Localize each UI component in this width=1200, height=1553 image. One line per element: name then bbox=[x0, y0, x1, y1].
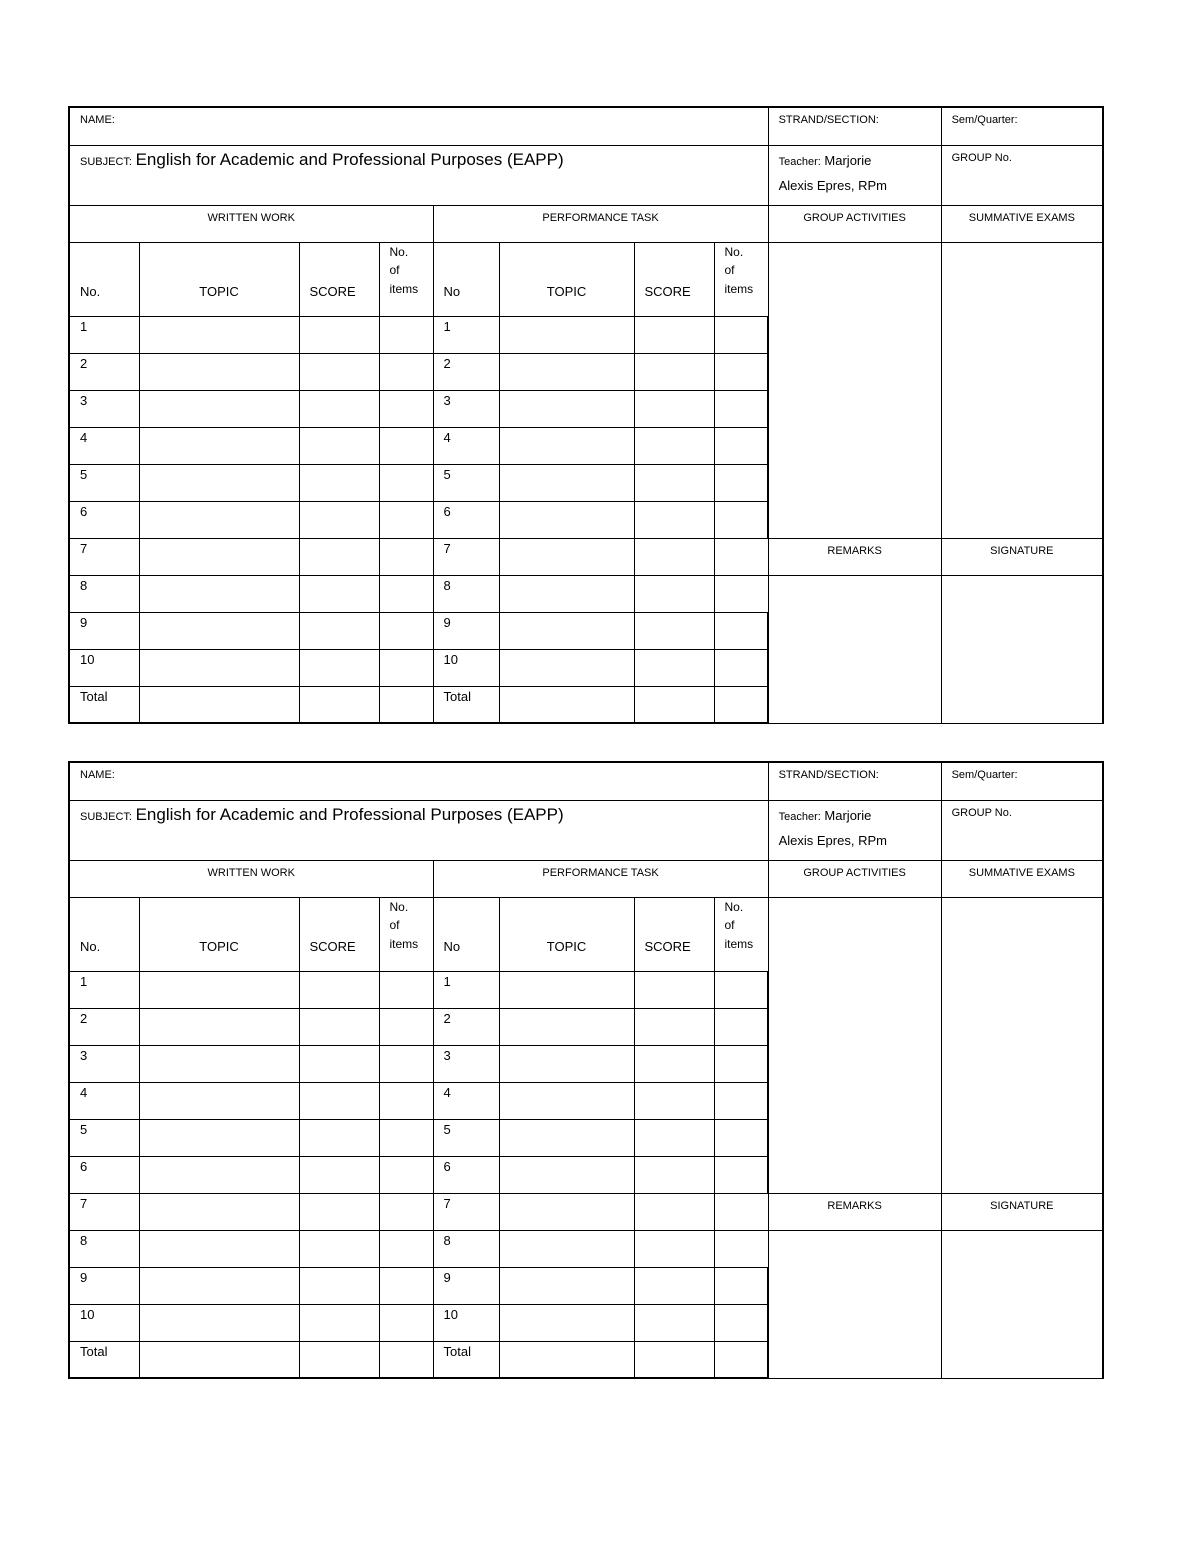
grade-sheet-table bbox=[68, 106, 1104, 724]
written-score-header: SCORE bbox=[299, 242, 379, 316]
entry-cell[interactable] bbox=[379, 390, 433, 427]
row-number: 6 bbox=[433, 501, 499, 538]
entry-cell[interactable] bbox=[139, 971, 299, 1008]
entry-cell[interactable] bbox=[379, 1304, 433, 1341]
entry-cell[interactable] bbox=[139, 1230, 299, 1267]
subject-value: English for Academic and Professional Purposes (EAPP) bbox=[135, 804, 564, 824]
entry-cell[interactable] bbox=[139, 538, 299, 575]
entry-cell[interactable] bbox=[714, 1230, 768, 1267]
entry-cell[interactable] bbox=[299, 1193, 379, 1230]
entry-cell[interactable] bbox=[714, 575, 768, 612]
written-work-heading: WRITTEN WORK bbox=[69, 860, 433, 897]
written-no-header: No. bbox=[69, 242, 139, 316]
row-number: Total bbox=[69, 1341, 139, 1378]
row-number: 1 bbox=[69, 316, 139, 353]
name-label: NAME: bbox=[80, 114, 115, 126]
entry-cell[interactable] bbox=[379, 538, 433, 575]
row-number: 2 bbox=[433, 1008, 499, 1045]
entry-cell[interactable] bbox=[379, 1267, 433, 1304]
teacher-value-2: Alexis Epres, RPm bbox=[778, 832, 887, 848]
entry-cell[interactable] bbox=[299, 1304, 379, 1341]
entry-cell[interactable] bbox=[299, 316, 379, 353]
entry-cell[interactable] bbox=[379, 464, 433, 501]
entry-cell[interactable] bbox=[714, 316, 768, 353]
summative-exams-box[interactable] bbox=[941, 897, 1103, 1193]
entry-cell[interactable] bbox=[634, 1008, 714, 1045]
table-row bbox=[69, 575, 1103, 612]
entry-cell[interactable] bbox=[634, 1341, 714, 1378]
entry-cell[interactable] bbox=[499, 1341, 634, 1378]
row-number: 9 bbox=[433, 612, 499, 649]
entry-cell[interactable] bbox=[499, 501, 634, 538]
remarks-box[interactable] bbox=[768, 575, 941, 723]
entry-cell[interactable] bbox=[499, 1119, 634, 1156]
entry-cell[interactable] bbox=[139, 1119, 299, 1156]
entry-cell[interactable] bbox=[379, 1119, 433, 1156]
entry-cell[interactable] bbox=[714, 1082, 768, 1119]
row-number: Total bbox=[433, 686, 499, 723]
entry-cell[interactable] bbox=[499, 427, 634, 464]
entry-cell[interactable] bbox=[714, 1156, 768, 1193]
entry-cell[interactable] bbox=[379, 1082, 433, 1119]
entry-cell[interactable] bbox=[299, 1230, 379, 1267]
row-number: 10 bbox=[69, 649, 139, 686]
entry-cell[interactable] bbox=[634, 538, 714, 575]
name-field[interactable] bbox=[69, 762, 768, 800]
entry-cell[interactable] bbox=[379, 501, 433, 538]
teacher-value-1: Marjorie bbox=[824, 807, 872, 823]
entry-cell[interactable] bbox=[634, 612, 714, 649]
entry-cell[interactable] bbox=[634, 353, 714, 390]
entry-cell[interactable] bbox=[499, 575, 634, 612]
entry-cell[interactable] bbox=[634, 575, 714, 612]
entry-cell[interactable] bbox=[139, 427, 299, 464]
entry-cell[interactable] bbox=[714, 464, 768, 501]
perf-no-header: No bbox=[433, 242, 499, 316]
entry-cell[interactable] bbox=[714, 353, 768, 390]
entry-cell[interactable] bbox=[139, 649, 299, 686]
entry-cell[interactable] bbox=[379, 1230, 433, 1267]
entry-cell[interactable] bbox=[499, 390, 634, 427]
signature-box[interactable] bbox=[941, 575, 1103, 723]
entry-cell[interactable] bbox=[499, 1082, 634, 1119]
row-number: 6 bbox=[69, 501, 139, 538]
strand-label: STRAND/SECTION: bbox=[778, 114, 879, 126]
entry-cell[interactable] bbox=[139, 390, 299, 427]
entry-cell[interactable] bbox=[379, 1341, 433, 1378]
entry-cell[interactable] bbox=[139, 1304, 299, 1341]
entry-cell[interactable] bbox=[139, 1156, 299, 1193]
entry-cell[interactable] bbox=[714, 686, 768, 723]
signature-box[interactable] bbox=[941, 1230, 1103, 1378]
entry-cell[interactable] bbox=[499, 538, 634, 575]
row-number: 7 bbox=[433, 1193, 499, 1230]
entry-cell[interactable] bbox=[499, 353, 634, 390]
entry-cell[interactable] bbox=[714, 1045, 768, 1082]
row-number: 1 bbox=[433, 316, 499, 353]
name-field[interactable] bbox=[69, 107, 768, 145]
group-field[interactable] bbox=[941, 800, 1103, 860]
row-number: 8 bbox=[69, 575, 139, 612]
remarks-heading: REMARKS bbox=[768, 1193, 941, 1230]
entry-cell[interactable] bbox=[634, 1304, 714, 1341]
entry-cell[interactable] bbox=[379, 649, 433, 686]
perf-items-header: No. of items bbox=[714, 242, 768, 316]
entry-cell[interactable] bbox=[714, 971, 768, 1008]
row-number: 4 bbox=[69, 427, 139, 464]
row-number: 8 bbox=[433, 1230, 499, 1267]
row-number: Total bbox=[433, 1341, 499, 1378]
perf-score-header: SCORE bbox=[634, 242, 714, 316]
entry-cell[interactable] bbox=[379, 316, 433, 353]
teacher-label: Teacher: bbox=[778, 155, 821, 168]
entry-cell[interactable] bbox=[139, 1267, 299, 1304]
entry-cell[interactable] bbox=[299, 1119, 379, 1156]
group-activities-box[interactable] bbox=[768, 897, 941, 1193]
subject-label: SUBJECT: bbox=[80, 155, 132, 168]
signature-heading: SIGNATURE bbox=[941, 1193, 1103, 1230]
entry-cell[interactable] bbox=[499, 464, 634, 501]
teacher-field bbox=[768, 145, 941, 205]
row-number: 2 bbox=[433, 353, 499, 390]
entry-cell[interactable] bbox=[379, 1045, 433, 1082]
entry-cell[interactable] bbox=[139, 1008, 299, 1045]
entry-cell[interactable] bbox=[634, 464, 714, 501]
summative-exams-heading: SUMMATIVE EXAMS bbox=[941, 860, 1103, 897]
entry-cell[interactable] bbox=[634, 1156, 714, 1193]
sem-field[interactable] bbox=[941, 762, 1103, 800]
entry-cell[interactable] bbox=[634, 649, 714, 686]
entry-cell[interactable] bbox=[299, 686, 379, 723]
entry-cell[interactable] bbox=[499, 1045, 634, 1082]
entry-cell[interactable] bbox=[139, 1082, 299, 1119]
written-items-header: No. of items bbox=[379, 897, 433, 971]
entry-cell[interactable] bbox=[139, 501, 299, 538]
entry-cell[interactable] bbox=[634, 390, 714, 427]
perf-score-header: SCORE bbox=[634, 897, 714, 971]
summative-exams-heading: SUMMATIVE EXAMS bbox=[941, 205, 1103, 242]
subject-field bbox=[69, 145, 768, 205]
row-number: 2 bbox=[69, 353, 139, 390]
row-number: 6 bbox=[69, 1156, 139, 1193]
entry-cell[interactable] bbox=[634, 1119, 714, 1156]
entry-cell[interactable] bbox=[299, 1008, 379, 1045]
teacher-value-1: Marjorie bbox=[824, 152, 872, 168]
entry-cell[interactable] bbox=[299, 1267, 379, 1304]
group-activities-heading: GROUP ACTIVITIES bbox=[768, 205, 941, 242]
perf-topic-header: TOPIC bbox=[499, 242, 634, 316]
sem-label: Sem/Quarter: bbox=[951, 769, 1018, 781]
entry-cell[interactable] bbox=[634, 1193, 714, 1230]
entry-cell[interactable] bbox=[299, 464, 379, 501]
entry-cell[interactable] bbox=[139, 686, 299, 723]
teacher-field bbox=[768, 800, 941, 860]
row-number: 8 bbox=[433, 575, 499, 612]
sem-field[interactable] bbox=[941, 107, 1103, 145]
entry-cell[interactable] bbox=[499, 1267, 634, 1304]
entry-cell[interactable] bbox=[714, 1267, 768, 1304]
entry-cell[interactable] bbox=[139, 1341, 299, 1378]
entry-cell[interactable] bbox=[499, 1193, 634, 1230]
entry-cell[interactable] bbox=[379, 1156, 433, 1193]
row-number: 3 bbox=[433, 390, 499, 427]
row-number: 10 bbox=[433, 1304, 499, 1341]
entry-cell[interactable] bbox=[634, 1267, 714, 1304]
entry-cell[interactable] bbox=[714, 649, 768, 686]
group-label: GROUP No. bbox=[951, 151, 1012, 164]
subject-field bbox=[69, 800, 768, 860]
entry-cell[interactable] bbox=[139, 1193, 299, 1230]
table-row bbox=[69, 538, 1103, 575]
entry-cell[interactable] bbox=[139, 1045, 299, 1082]
sem-label: Sem/Quarter: bbox=[951, 114, 1018, 126]
row-number: 8 bbox=[69, 1230, 139, 1267]
entry-cell[interactable] bbox=[139, 575, 299, 612]
teacher-value-2: Alexis Epres, RPm bbox=[778, 177, 887, 193]
entry-cell[interactable] bbox=[499, 1304, 634, 1341]
entry-cell[interactable] bbox=[634, 427, 714, 464]
strand-field[interactable] bbox=[768, 107, 941, 145]
strand-label: STRAND/SECTION: bbox=[778, 769, 879, 781]
entry-cell[interactable] bbox=[714, 1119, 768, 1156]
row-number: 2 bbox=[69, 1008, 139, 1045]
row-number: 3 bbox=[69, 1045, 139, 1082]
entry-cell[interactable] bbox=[499, 612, 634, 649]
row-number: 4 bbox=[433, 1082, 499, 1119]
entry-cell[interactable] bbox=[299, 649, 379, 686]
performance-task-heading: PERFORMANCE TASK bbox=[433, 860, 768, 897]
group-activities-heading: GROUP ACTIVITIES bbox=[768, 860, 941, 897]
row-number: 3 bbox=[69, 390, 139, 427]
grade-sheet-table bbox=[68, 761, 1104, 1379]
entry-cell[interactable] bbox=[634, 1082, 714, 1119]
entry-cell[interactable] bbox=[299, 427, 379, 464]
entry-cell[interactable] bbox=[634, 971, 714, 1008]
entry-cell[interactable] bbox=[299, 1341, 379, 1378]
row-number: 10 bbox=[433, 649, 499, 686]
remarks-heading: REMARKS bbox=[768, 538, 941, 575]
row-number: 5 bbox=[69, 1119, 139, 1156]
group-field[interactable] bbox=[941, 145, 1103, 205]
entry-cell[interactable] bbox=[634, 686, 714, 723]
entry-cell[interactable] bbox=[499, 971, 634, 1008]
table-row bbox=[69, 1230, 1103, 1267]
entry-cell[interactable] bbox=[634, 1230, 714, 1267]
entry-cell[interactable] bbox=[499, 649, 634, 686]
entry-cell[interactable] bbox=[714, 1193, 768, 1230]
entry-cell[interactable] bbox=[379, 1008, 433, 1045]
row-number: Total bbox=[69, 686, 139, 723]
entry-cell[interactable] bbox=[139, 353, 299, 390]
subject-value: English for Academic and Professional Purposes (EAPP) bbox=[135, 149, 564, 169]
entry-cell[interactable] bbox=[299, 1045, 379, 1082]
grade-sheet-1 bbox=[68, 106, 1102, 724]
entry-cell[interactable] bbox=[299, 612, 379, 649]
entry-cell[interactable] bbox=[499, 1008, 634, 1045]
row-number: 7 bbox=[433, 538, 499, 575]
entry-cell[interactable] bbox=[714, 1341, 768, 1378]
written-score-header: SCORE bbox=[299, 897, 379, 971]
entry-cell[interactable] bbox=[139, 316, 299, 353]
row-number: 1 bbox=[433, 971, 499, 1008]
entry-cell[interactable] bbox=[714, 427, 768, 464]
perf-no-header: No bbox=[433, 897, 499, 971]
entry-cell[interactable] bbox=[379, 575, 433, 612]
row-number: 3 bbox=[433, 1045, 499, 1082]
entry-cell[interactable] bbox=[634, 316, 714, 353]
remarks-box[interactable] bbox=[768, 1230, 941, 1378]
entry-cell[interactable] bbox=[299, 501, 379, 538]
entry-cell[interactable] bbox=[139, 464, 299, 501]
row-number: 1 bbox=[69, 971, 139, 1008]
perf-items-header: No. of items bbox=[714, 897, 768, 971]
entry-cell[interactable] bbox=[299, 575, 379, 612]
entry-cell[interactable] bbox=[379, 427, 433, 464]
written-items-header: No. of items bbox=[379, 242, 433, 316]
teacher-label: Teacher: bbox=[778, 810, 821, 823]
written-topic-header: TOPIC bbox=[139, 242, 299, 316]
row-number: 4 bbox=[69, 1082, 139, 1119]
signature-heading: SIGNATURE bbox=[941, 538, 1103, 575]
group-label: GROUP No. bbox=[951, 806, 1012, 819]
entry-cell[interactable] bbox=[299, 1082, 379, 1119]
table-row bbox=[69, 1193, 1103, 1230]
written-work-heading: WRITTEN WORK bbox=[69, 205, 433, 242]
entry-cell[interactable] bbox=[299, 971, 379, 1008]
entry-cell[interactable] bbox=[139, 612, 299, 649]
row-number: 5 bbox=[69, 464, 139, 501]
perf-topic-header: TOPIC bbox=[499, 897, 634, 971]
row-number: 7 bbox=[69, 538, 139, 575]
row-number: 5 bbox=[433, 1119, 499, 1156]
row-number: 10 bbox=[69, 1304, 139, 1341]
entry-cell[interactable] bbox=[499, 1156, 634, 1193]
entry-cell[interactable] bbox=[714, 1008, 768, 1045]
row-number: 9 bbox=[69, 612, 139, 649]
performance-task-heading: PERFORMANCE TASK bbox=[433, 205, 768, 242]
entry-cell[interactable] bbox=[379, 353, 433, 390]
entry-cell[interactable] bbox=[379, 686, 433, 723]
written-topic-header: TOPIC bbox=[139, 897, 299, 971]
entry-cell[interactable] bbox=[379, 1193, 433, 1230]
entry-cell[interactable] bbox=[714, 612, 768, 649]
strand-field[interactable] bbox=[768, 762, 941, 800]
entry-cell[interactable] bbox=[714, 501, 768, 538]
row-number: 9 bbox=[433, 1267, 499, 1304]
entry-cell[interactable] bbox=[499, 316, 634, 353]
entry-cell[interactable] bbox=[379, 971, 433, 1008]
entry-cell[interactable] bbox=[499, 1230, 634, 1267]
row-number: 5 bbox=[433, 464, 499, 501]
row-number: 4 bbox=[433, 427, 499, 464]
summative-exams-box[interactable] bbox=[941, 242, 1103, 538]
row-number: 9 bbox=[69, 1267, 139, 1304]
entry-cell[interactable] bbox=[634, 1045, 714, 1082]
entry-cell[interactable] bbox=[299, 1156, 379, 1193]
entry-cell[interactable] bbox=[299, 538, 379, 575]
entry-cell[interactable] bbox=[634, 501, 714, 538]
row-number: 6 bbox=[433, 1156, 499, 1193]
group-activities-box[interactable] bbox=[768, 242, 941, 538]
entry-cell[interactable] bbox=[714, 1304, 768, 1341]
entry-cell[interactable] bbox=[499, 686, 634, 723]
entry-cell[interactable] bbox=[299, 353, 379, 390]
entry-cell[interactable] bbox=[714, 390, 768, 427]
entry-cell[interactable] bbox=[714, 538, 768, 575]
row-number: 7 bbox=[69, 1193, 139, 1230]
entry-cell[interactable] bbox=[379, 612, 433, 649]
name-label: NAME: bbox=[80, 769, 115, 781]
subject-label: SUBJECT: bbox=[80, 810, 132, 823]
entry-cell[interactable] bbox=[299, 390, 379, 427]
grade-sheet-2 bbox=[68, 761, 1102, 1379]
written-no-header: No. bbox=[69, 897, 139, 971]
